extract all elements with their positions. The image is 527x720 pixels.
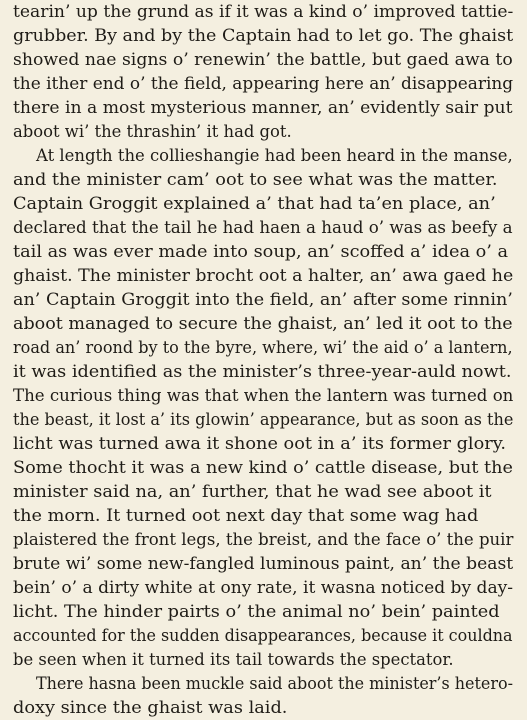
text-line-content: there in a most mysterious manner, an’ evidently sair put [13,98,513,117]
text-line-content: There hasna been muckle said aboot the minister’s hetero- [36,674,513,693]
text-line [13,120,513,144]
text-line-content: the morn. It turned oot next day that some wag had [13,506,479,525]
text-line-content: road an’ roond by to the byre, where, wi’ the aid o’ a lantern, [13,338,513,357]
text-line-content: and the minister cam’ oot to see what was the matter. [13,170,498,189]
text-line [13,96,513,120]
text-line-content: aboot wi’ the thrashin’ it had got. [13,122,292,141]
text-line [13,168,513,192]
text-line [13,432,513,456]
text-line [13,336,513,360]
text-line [13,192,513,216]
text-line-content: tearin’ up the grund as if it was a kind o’ improved tattie- [13,2,514,21]
text-line-content: grubber. By and by the Captain had to let go. The ghaist [13,26,514,45]
text-line-content: At length the collieshangie had been heard in the manse, [36,146,513,165]
text-line [13,360,513,384]
text-line-content: tail as was ever made into soup, an’ scoffed a’ idea o’ a [13,242,509,261]
text-line-content: it was identified as the minister’s three-year-auld nowt. [13,362,512,381]
text-line [13,0,513,24]
text-line-content: Captain Groggit explained a’ that had ta’en place, an’ [13,194,496,213]
text-line [36,672,513,696]
text-line-content: plaistered the front legs, the breist, and the face o’ the puir [13,530,514,549]
text-line [13,264,513,288]
text-line-content: licht was turned awa it shone oot in a’ its former glory. [13,434,507,453]
text-line-content: showed nae signs o’ renewin’ the battle, but gaed awa to [13,50,513,69]
text-line [13,72,513,96]
text-line [13,312,513,336]
text-line [13,528,513,552]
text-line [13,480,513,504]
text-line-content: the beast, it lost a’ its glowin’ appearance, but as soon as the [13,410,514,429]
text-line-content: The curious thing was that when the lantern was turned on [13,386,514,405]
text-line [13,576,513,600]
text-line [13,648,513,672]
text-line-content: Some thocht it was a new kind o’ cattle disease, but the [13,458,513,477]
text-line [13,48,513,72]
text-line-content: bein’ o’ a dirty white at ony rate, it wasna noticed by day- [13,578,514,597]
text-line [13,240,513,264]
text-line-content: minister said na, an’ further, that he wad see aboot it [13,482,492,501]
text-line [13,696,513,717]
text-line-content: be seen when it turned its tail towards the spectator. [13,650,454,669]
text-line-content: an’ Captain Groggit into the field, an’ after some rinnin’ [13,290,513,309]
text-line-content: brute wi’ some new-fangled luminous paint, an’ the beast [13,554,514,573]
text-line [13,288,513,312]
text-line [36,144,513,168]
text-line [13,24,513,48]
text-line-content: ghaist. The minister brocht oot a halter, an’ awa gaed he [13,266,514,285]
text-line [13,600,513,624]
text-line [13,504,513,528]
text-line-content: accounted for the sudden disappearances, because it couldna [13,626,513,645]
text-line-content: declared that the tail he had haen a haud o’ was as beefy a [13,218,513,237]
text-line [13,384,513,408]
text-line [13,456,513,480]
text-line [13,408,513,432]
text-line-content: doxy since the ghaist was laid. [13,698,288,717]
text-line-content: aboot managed to secure the ghaist, an’ led it oot to the [13,314,513,333]
text-line-content: licht. The hinder pairts o’ the animal no’ bein’ painted [13,602,500,621]
text-line [13,552,513,576]
text-line [13,216,513,240]
text-line [13,624,513,648]
text-line-content: the ither end o’ the field, appearing here an’ disappearing [13,74,514,93]
